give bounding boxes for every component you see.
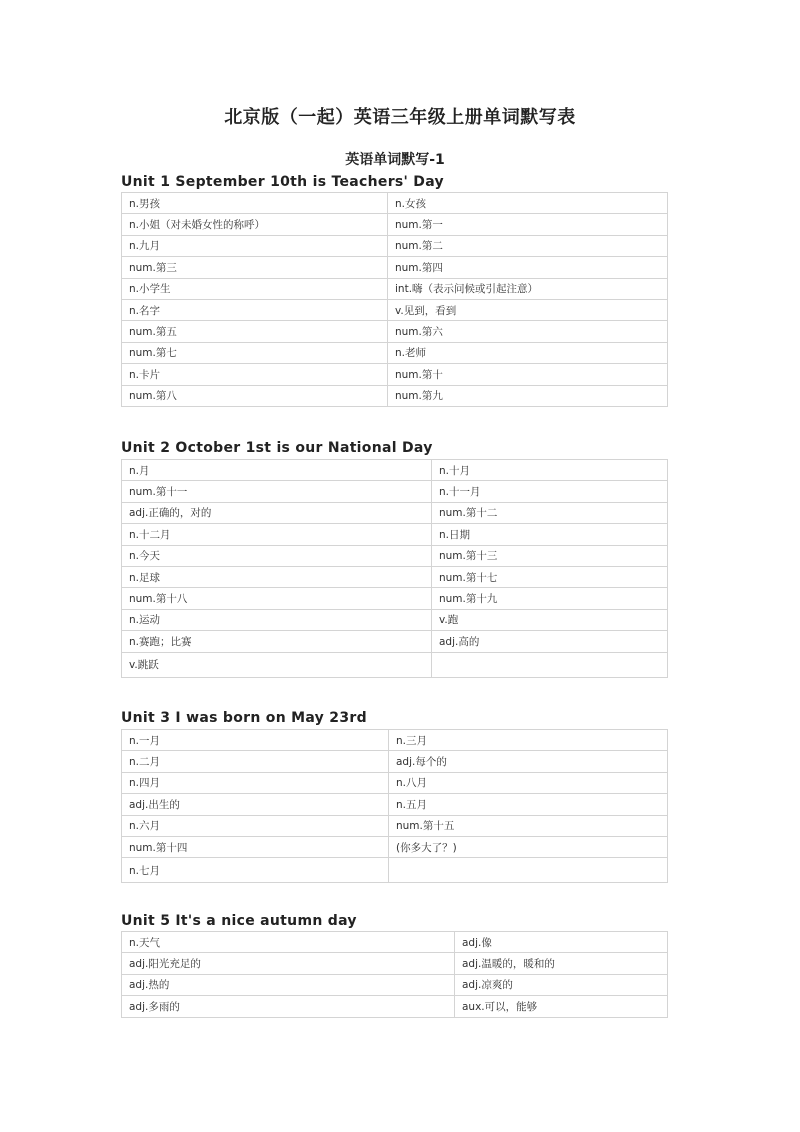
table-cell: n.天气 [122,932,455,953]
table-cell: adj.高的 [432,631,668,652]
table-row [122,364,668,385]
table-cell: n.赛跑；比赛 [122,631,432,652]
table-cell: n.女孩 [388,193,668,214]
table-row [122,545,668,566]
table-row [122,815,668,836]
table-row [122,502,668,523]
table-cell: adj.出生的 [122,794,389,815]
table-row [122,730,668,751]
table-row [122,858,668,883]
unit-5-heading: Unit 5 It's a nice autumn day [121,913,357,929]
table-row [122,278,668,299]
document-title: 北京版（一起）英语三年级上册单词默写表 [224,107,576,128]
table-cell: n.三月 [389,730,668,751]
table-cell: adj.每个的 [389,751,668,772]
unit-2-heading: Unit 2 October 1st is our National Day [121,440,433,456]
table-row [122,631,668,652]
table-cell: adj.热的 [122,974,455,995]
table-cell: n.九月 [122,235,388,256]
table-row [122,652,668,677]
table-cell: n.四月 [122,772,389,793]
table-cell: num.第十九 [432,588,668,609]
table-cell: adj.温暖的，暖和的 [455,953,668,974]
table-cell: adj.正确的，对的 [122,502,432,523]
table-row [122,751,668,772]
table-cell: (你多大了？) [389,836,668,857]
table-cell: int.嗨（表示问候或引起注意） [388,278,668,299]
table-row [122,481,668,502]
document-subtitle: 英语单词默写-1 [345,152,445,168]
unit-1-vocab-table [121,192,668,407]
table-cell: n.十二月 [122,524,432,545]
table-cell: num.第四 [388,257,668,278]
table-row [122,321,668,342]
table-cell: num.第二 [388,235,668,256]
table-cell: n.名字 [122,299,388,320]
table-row [122,794,668,815]
table-row [122,836,668,857]
table-row [122,953,668,974]
table-row [122,588,668,609]
table-row [122,235,668,256]
table-cell: num.第三 [122,257,388,278]
table-cell: num.第六 [388,321,668,342]
table-cell: n.十一月 [432,481,668,502]
table-row [122,460,668,481]
table-cell: n.小学生 [122,278,388,299]
table-cell [389,858,668,883]
table-cell: adj.多雨的 [122,996,455,1017]
table-cell: n.六月 [122,815,389,836]
table-cell [432,652,668,677]
table-row [122,385,668,406]
table-cell: n.运动 [122,609,432,630]
table-cell: num.第一 [388,214,668,235]
table-cell: num.第十七 [432,566,668,587]
unit-3-heading: Unit 3 I was born on May 23rd [121,710,367,726]
table-cell: n.七月 [122,858,389,883]
table-row [122,214,668,235]
unit-5-vocab-table [121,931,668,1018]
table-cell: n.今天 [122,545,432,566]
table-row [122,609,668,630]
table-cell: num.第七 [122,342,388,363]
table-cell: num.第十四 [122,836,389,857]
table-cell: n.五月 [389,794,668,815]
table-row [122,772,668,793]
table-cell: adj.像 [455,932,668,953]
table-row [122,257,668,278]
table-cell: n.卡片 [122,364,388,385]
table-cell: n.足球 [122,566,432,587]
table-cell: v.见到，看到 [388,299,668,320]
table-cell: num.第五 [122,321,388,342]
table-cell: n.老师 [388,342,668,363]
table-cell: n.小姐（对未婚女性的称呼） [122,214,388,235]
table-cell: num.第八 [122,385,388,406]
table-cell: n.八月 [389,772,668,793]
table-cell: num.第十五 [389,815,668,836]
table-cell: n.月 [122,460,432,481]
table-cell: adj.阳光充足的 [122,953,455,974]
table-cell: num.第十一 [122,481,432,502]
table-row [122,566,668,587]
table-cell: num.第九 [388,385,668,406]
table-row [122,524,668,545]
table-cell: n.二月 [122,751,389,772]
unit-3-vocab-table [121,729,668,883]
table-cell: n.日期 [432,524,668,545]
table-cell: n.十月 [432,460,668,481]
table-row [122,193,668,214]
table-cell: num.第十三 [432,545,668,566]
table-cell: n.男孩 [122,193,388,214]
table-row [122,932,668,953]
table-cell: aux.可以，能够 [455,996,668,1017]
table-row [122,299,668,320]
table-cell: num.第十 [388,364,668,385]
table-row [122,996,668,1017]
table-cell: num.第十二 [432,502,668,523]
table-cell: num.第十八 [122,588,432,609]
unit-2-vocab-table [121,459,668,678]
table-cell: n.一月 [122,730,389,751]
table-cell: v.跑 [432,609,668,630]
unit-1-heading: Unit 1 September 10th is Teachers' Day [121,174,444,190]
table-row [122,974,668,995]
table-cell: v.跳跃 [122,652,432,677]
table-row [122,342,668,363]
table-cell: adj.凉爽的 [455,974,668,995]
